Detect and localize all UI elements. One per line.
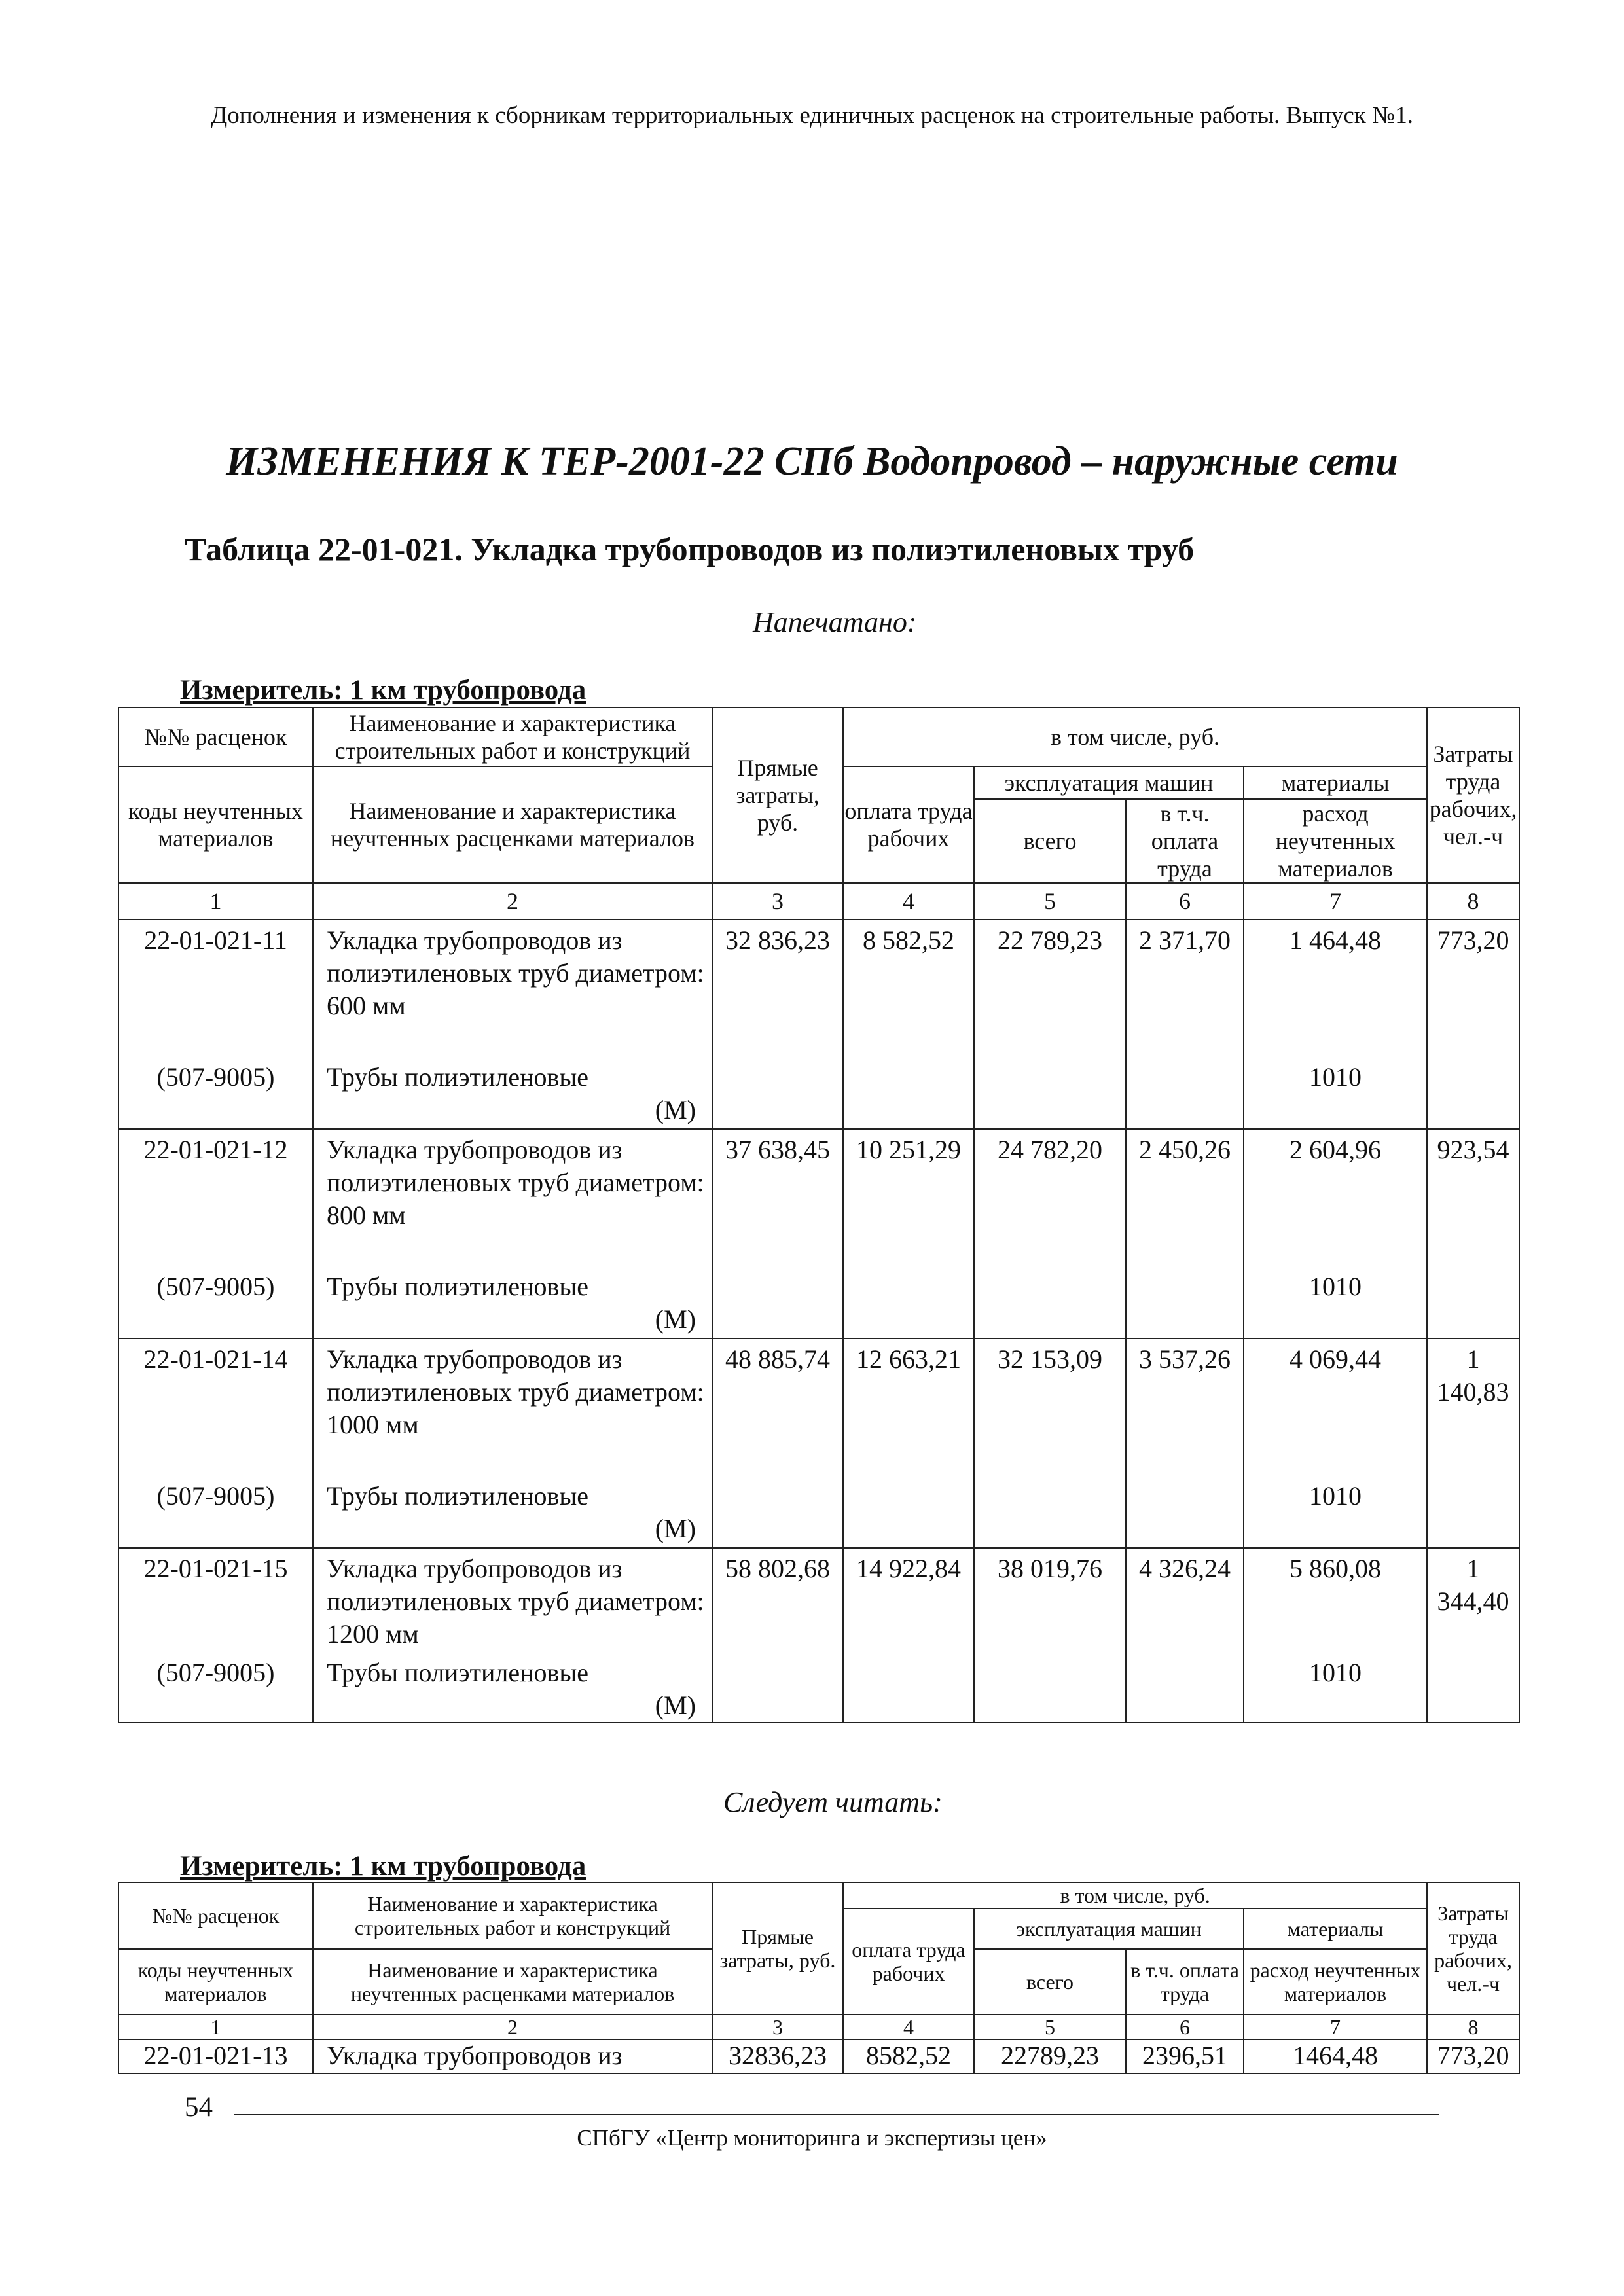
material-mark: (М)	[655, 1304, 696, 1334]
table-title: Таблица 22-01-021. Укладка трубопроводов из полиэтиленовых труб	[185, 531, 1195, 567]
direct-cost: 32 836,23	[712, 920, 843, 1057]
col-number: 4	[843, 883, 974, 920]
labor-pay: 14 922,84	[843, 1548, 974, 1653]
col-machines-header: эксплуатация машин	[974, 766, 1244, 799]
col-incl-header: в том числе, руб.	[843, 708, 1427, 766]
col-incl-header: в том числе, руб.	[843, 1882, 1427, 1909]
footer-divider	[234, 2114, 1439, 2115]
col-labor-cost-header: Затраты труда рабочих, чел.-ч	[1427, 708, 1519, 883]
material-name: Трубы полиэтиленовые	[327, 1062, 589, 1092]
meter-label-2: Измеритель: 1 км трубопровода	[180, 1851, 586, 1882]
rate-name: Укладка трубопроводов из полиэтиленовых труб диаметром: 600 мм	[313, 920, 712, 1057]
rate-code: 22-01-021-11	[118, 920, 313, 1057]
machines-total: 38 019,76	[974, 1548, 1126, 1653]
material-code: (507-9005)	[118, 1653, 313, 1723]
materials-cost: 5 860,08	[1244, 1548, 1427, 1653]
material-qty: 1010	[1244, 1476, 1427, 1548]
page-number: 54	[185, 2092, 213, 2123]
col-number: 2	[313, 883, 712, 920]
table-row	[118, 920, 1519, 1057]
col-number: 2	[313, 2015, 712, 2039]
materials-cost: 1464,48	[1244, 2039, 1427, 2073]
table-row	[118, 1129, 1519, 1266]
col-labor-pay-header: оплата труда рабочих	[843, 1909, 974, 2015]
material-row	[118, 1653, 1519, 1723]
document-title: ИЗМЕНЕНИЯ К ТЕР-2001-22 СПб Водопровод – наружные сети	[226, 439, 1398, 484]
machines-pay: 3 537,26	[1126, 1338, 1244, 1476]
col-number: 8	[1427, 883, 1519, 920]
col-number: 4	[843, 2015, 974, 2039]
machines-pay: 2396,51	[1126, 2039, 1244, 2073]
table-row	[118, 2039, 1519, 2073]
material-row	[118, 1266, 1519, 1338]
col-number: 7	[1244, 883, 1427, 920]
col-number: 5	[974, 2015, 1126, 2039]
footer-organization: СПбГУ «Центр мониторинга и экспертизы цен»	[577, 2125, 1047, 2151]
labor-cost: 773,20	[1427, 2039, 1519, 2073]
material-mark: (М)	[655, 1514, 696, 1543]
col-number: 1	[118, 2015, 313, 2039]
material-row	[118, 1057, 1519, 1129]
col-number: 3	[712, 2015, 843, 2039]
col-mach-total-header: всего	[974, 1949, 1126, 2015]
material-qty: 1010	[1244, 1653, 1427, 1723]
col-mat-codes-header: коды неучтенных материалов	[118, 1949, 313, 2015]
col-direct-header: Прямые затраты, руб.	[712, 1882, 843, 2015]
labor-pay: 8 582,52	[843, 920, 974, 1057]
labor-pay: 8582,52	[843, 2039, 974, 2073]
col-number: 3	[712, 883, 843, 920]
direct-cost: 58 802,68	[712, 1548, 843, 1653]
meter-label: Измеритель: 1 км трубопровода	[180, 675, 586, 706]
direct-cost: 32836,23	[712, 2039, 843, 2073]
machines-total: 22789,23	[974, 2039, 1126, 2073]
labor-cost: 923,54	[1427, 1129, 1519, 1266]
rate-name: Укладка трубопроводов из	[313, 2039, 712, 2073]
col-number: 8	[1427, 2015, 1519, 2039]
col-unaccounted-header: расход неучтенных материалов	[1244, 799, 1427, 883]
col-unaccounted-header: расход неучтенных материалов	[1244, 1949, 1427, 2015]
col-mach-pay-header: в т.ч. оплата труда	[1126, 799, 1244, 883]
material-row	[118, 1476, 1519, 1548]
rate-name: Укладка трубопроводов из полиэтиленовых труб диаметром: 800 мм	[313, 1129, 712, 1266]
col-labor-pay-header: оплата труда рабочих	[843, 766, 974, 883]
rate-code: 22-01-021-13	[118, 2039, 313, 2073]
material-qty: 1010	[1244, 1057, 1427, 1129]
materials-cost: 4 069,44	[1244, 1338, 1427, 1476]
col-materials-header: материалы	[1244, 1909, 1427, 1949]
col-code-header: №№ расценок	[118, 1882, 313, 1949]
follow-label: Следует читать:	[723, 1786, 943, 1818]
machines-total: 32 153,09	[974, 1338, 1126, 1476]
material-qty: 1010	[1244, 1266, 1427, 1338]
rate-code: 22-01-021-15	[118, 1548, 313, 1653]
direct-cost: 48 885,74	[712, 1338, 843, 1476]
labor-cost: 773,20	[1427, 920, 1519, 1057]
material-code: (507-9005)	[118, 1476, 313, 1548]
material-mark: (М)	[655, 1691, 696, 1720]
direct-cost: 37 638,45	[712, 1129, 843, 1266]
col-mat-name-header: Наименование и характеристика неучтенных расценками материалов	[313, 1949, 712, 2015]
col-mat-name-header: Наименование и характеристика неучтенных расценками материалов	[313, 766, 712, 883]
col-number: 6	[1126, 883, 1244, 920]
col-mach-pay-header: в т.ч. оплата труда	[1126, 1949, 1244, 2015]
material-name: Трубы полиэтиленовые	[327, 1272, 589, 1301]
labor-cost: 1 140,83	[1427, 1338, 1519, 1476]
col-direct-header: Прямые затраты, руб.	[712, 708, 843, 883]
table-row	[118, 1548, 1519, 1653]
labor-pay: 12 663,21	[843, 1338, 974, 1476]
machines-pay: 2 450,26	[1126, 1129, 1244, 1266]
rate-name: Укладка трубопроводов из полиэтиленовых труб диаметром: 1000 мм	[313, 1338, 712, 1476]
col-mach-total-header: всего	[974, 799, 1126, 883]
running-header: Дополнения и изменения к сборникам территориальных единичных расценок на строительные работы. Выпуск №1.	[210, 102, 1414, 129]
col-materials-header: материалы	[1244, 766, 1427, 799]
material-code: (507-9005)	[118, 1057, 313, 1129]
material-code: (507-9005)	[118, 1266, 313, 1338]
col-number: 7	[1244, 2015, 1427, 2039]
table-row	[118, 1338, 1519, 1476]
rate-name: Укладка трубопроводов из полиэтиленовых труб диаметром: 1200 мм	[313, 1548, 712, 1653]
printed-rates-table	[118, 707, 1520, 1723]
col-number: 1	[118, 883, 313, 920]
col-number: 5	[974, 883, 1126, 920]
material-mark: (М)	[655, 1095, 696, 1124]
col-name-header: Наименование и характеристика строительных работ и конструкций	[313, 708, 712, 766]
rate-code: 22-01-021-12	[118, 1129, 313, 1266]
machines-total: 22 789,23	[974, 920, 1126, 1057]
col-machines-header: эксплуатация машин	[974, 1909, 1244, 1949]
labor-pay: 10 251,29	[843, 1129, 974, 1266]
material-name: Трубы полиэтиленовые	[327, 1481, 589, 1511]
col-number: 6	[1126, 2015, 1244, 2039]
materials-cost: 2 604,96	[1244, 1129, 1427, 1266]
machines-pay: 4 326,24	[1126, 1548, 1244, 1653]
materials-cost: 1 464,48	[1244, 920, 1427, 1057]
corrected-rates-table	[118, 1882, 1520, 2074]
machines-pay: 2 371,70	[1126, 920, 1244, 1057]
col-labor-cost-header: Затраты труда рабочих, чел.-ч	[1427, 1882, 1519, 2015]
col-name-header: Наименование и характеристика строительных работ и конструкций	[313, 1882, 712, 1949]
col-mat-codes-header: коды неучтенных материалов	[118, 766, 313, 883]
col-code-header: №№ расценок	[118, 708, 313, 766]
machines-total: 24 782,20	[974, 1129, 1126, 1266]
labor-cost: 1 344,40	[1427, 1548, 1519, 1653]
printed-label: Напечатано:	[753, 606, 917, 638]
rate-code: 22-01-021-14	[118, 1338, 313, 1476]
material-name: Трубы полиэтиленовые	[327, 1658, 589, 1687]
